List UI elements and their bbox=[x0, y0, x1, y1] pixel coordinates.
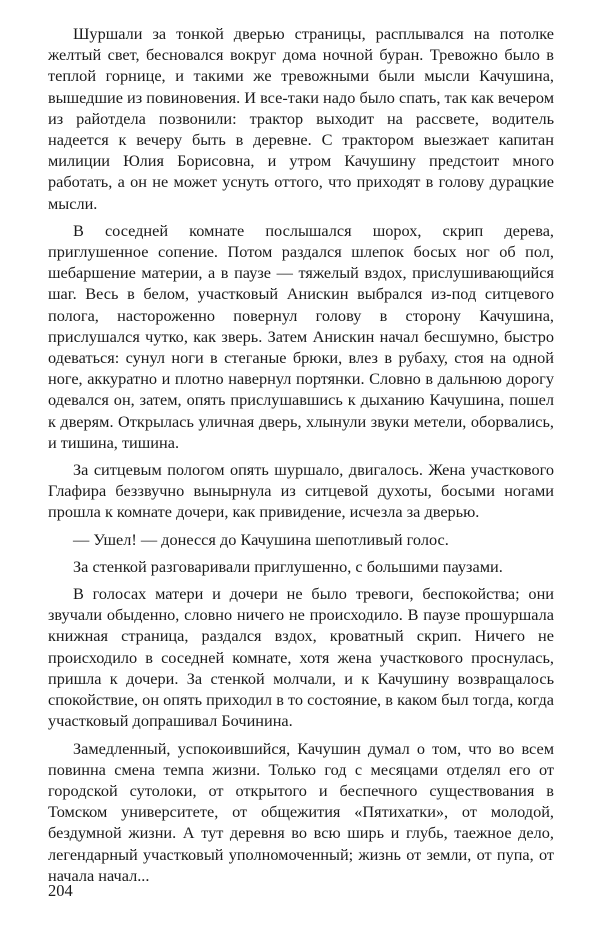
paragraph: Замедленный, успокоившийся, Качушин думал о том, что во всем повинна смена темпа жизни. Только год с месяцами отделял его от городской сутолоки, от открытого и беспечного существования в Томском университете, от общежития «Пятихатки», от молодой, бездумной жизни. А тут деревня во всю ширь и глубь, таежное дело, легендарный участковый уполномоченный; жизнь от земли, от пупа, от начала начал... bbox=[48, 738, 554, 885]
paragraph: За стенкой разговаривали приглушенно, с большими паузами. bbox=[73, 556, 503, 576]
paragraph: В соседней комнате послышался шорох, скрип дерева, приглушенное сопение. Потом раздался шлепок босых ног об пол, шебаршение материи, а в паузе — тяжелый вздох, прислушивающийся шаг. Весь в белом, участковый Анискин выбрался из-под ситцевого полога, настороженно повернул голову в сторону Качушина, прислушался чутко, как зверь. Затем Анискин начал бесшумно, быстро одеваться: сунул ноги в стеганые брюки, влез в рубаху, стоя на одной ноге, аккуратно и плотно навернул портянки. Словно в дальнюю дорогу одевался он, затем, опять прислушавшись к дыханию Качушина, пошел к дверям. Открылась уличная дверь, хлынули звуки метели, оборвались, и тишина, тишина. bbox=[48, 220, 554, 452]
paragraph: — Ушел! — донесся до Качушина шепотливый голос. bbox=[73, 529, 449, 549]
paragraph: В голосах матери и дочери не было тревоги, беспокойства; они звучали обыденно, словно ничего не происходило. В паузе прошуршала книжная страница, раздался вздох, кроватный скрип. Ничего не происходило в соседней комнате, хотя жена участкового проснулась, пришла к дочери. За стенкой молчали, и к Качушину возвращалось спокойствие, он опять приходил в то состояние, в каком был тогда, когда участковый допрашивал Бочинина. bbox=[48, 584, 554, 731]
paragraph: Шуршали за тонкой дверью страницы, расплывался на потолке желтый свет, бесновался вокруг дома ночной буран. Тревожно было в теплой горнице, и такими же тревожными были мысли Качушина, вышедшие из повиновения. И все-таки надо было спать, так как вечером из райотдела позвонили: трактор выходит на рассвете, водитель надеется к вечеру быть в деревне. С трактором выезжает капитан милиции Юлия Борисовна, и утром Качушину предстоит много работать, а он не может уснуть оттого, что приходят в голову дурацкие мысли. bbox=[48, 24, 554, 213]
page-number: 204 bbox=[48, 881, 73, 900]
book-page-text bbox=[48, 23, 554, 892]
paragraph: За ситцевым пологом опять шуршало, двигалось. Жена участкового Глафира беззвучно вынырнула из ситцевой духоты, босыми ногами прошла к комнате дочери, как привидение, исчезла за дверью. bbox=[48, 460, 554, 522]
